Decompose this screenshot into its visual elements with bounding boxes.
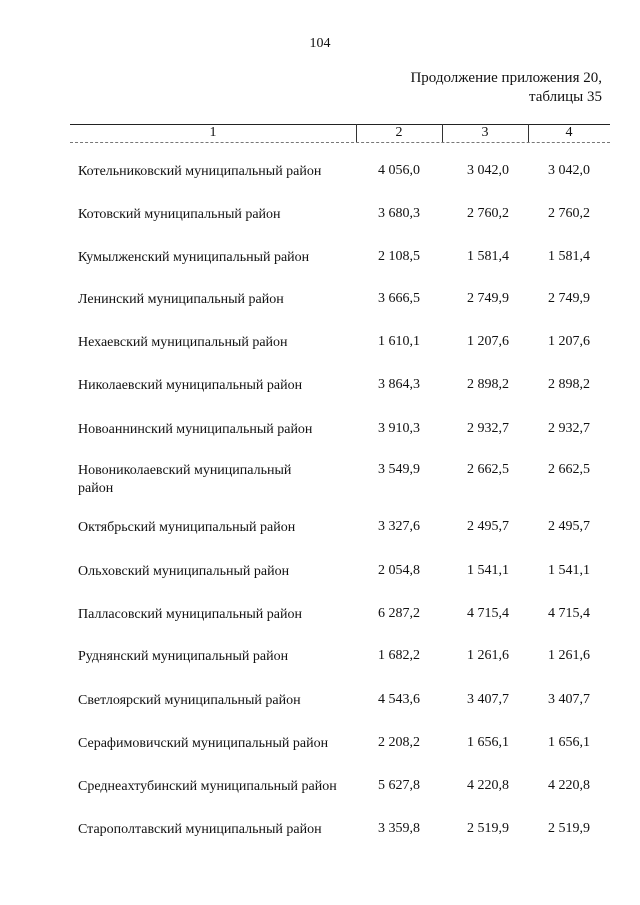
district-name: Руднянский муниципальный район: [78, 649, 289, 664]
value-column-2: 3 666,5: [378, 291, 420, 306]
value-column-4: 1 581,4: [548, 249, 590, 264]
district-name: Николаевский муниципальный район: [78, 378, 303, 393]
value-column-3: 2 519,9: [467, 821, 509, 836]
column-number-2: 2: [395, 125, 403, 140]
value-column-3: 1 261,6: [467, 648, 509, 663]
value-column-2: 3 864,3: [378, 377, 420, 392]
value-column-4: 2 932,7: [548, 421, 590, 436]
value-column-2: 1 682,2: [378, 648, 420, 663]
value-column-3: 1 207,6: [467, 334, 509, 349]
district-name: Ольховский муниципальный район: [78, 564, 290, 579]
header-bottom-rule: [70, 142, 610, 143]
value-column-4: 1 261,6: [548, 648, 590, 663]
value-column-3: 1 581,4: [467, 249, 509, 264]
district-name: Кумылженский муниципальный район: [78, 250, 310, 265]
district-name: Старополтавский муниципальный район: [78, 822, 322, 837]
value-column-4: 4 220,8: [548, 778, 590, 793]
district-name: Новониколаевский муниципальный район: [78, 463, 292, 496]
value-column-4: 2 898,2: [548, 377, 590, 392]
district-name: Светлоярский муниципальный район: [78, 693, 301, 708]
value-column-3: 2 898,2: [467, 377, 509, 392]
value-column-3: 2 749,9: [467, 291, 509, 306]
value-column-2: 1 610,1: [378, 334, 420, 349]
district-name: Котельниковский муниципальный район: [78, 164, 322, 179]
value-column-4: 4 715,4: [548, 606, 590, 621]
value-column-4: 1 207,6: [548, 334, 590, 349]
district-name: Палласовский муниципальный район: [78, 607, 302, 622]
value-column-3: 2 495,7: [467, 519, 509, 534]
value-column-3: 1 541,1: [467, 563, 509, 578]
value-column-3: 1 656,1: [467, 735, 509, 750]
value-column-4: 2 662,5: [548, 462, 590, 477]
district-name: Серафимовичский муниципальный район: [78, 736, 329, 751]
value-column-4: 1 541,1: [548, 563, 590, 578]
value-column-2: 3 680,3: [378, 206, 420, 221]
value-column-3: 3 407,7: [467, 692, 509, 707]
value-column-3: 3 042,0: [467, 163, 509, 178]
value-column-2: 2 054,8: [378, 563, 420, 578]
column-number-3: 3: [481, 125, 489, 140]
value-column-2: 5 627,8: [378, 778, 420, 793]
district-name: Среднеахтубинский муниципальный район: [78, 779, 337, 794]
district-name: Октябрьский муниципальный район: [78, 520, 296, 535]
column-number-4: 4: [565, 125, 573, 140]
continuation-line-1: Продолжение приложения 20,: [410, 70, 602, 86]
value-column-2: 2 208,2: [378, 735, 420, 750]
district-name: Ленинский муниципальный район: [78, 292, 284, 307]
value-column-4: 2 749,9: [548, 291, 590, 306]
district-name: Новоаннинский муниципальный район: [78, 422, 313, 437]
continuation-line-2: таблицы 35: [528, 89, 602, 105]
value-column-3: 2 662,5: [467, 462, 509, 477]
value-column-4: 2 519,9: [548, 821, 590, 836]
value-column-2: 3 327,6: [378, 519, 420, 534]
value-column-4: 3 042,0: [548, 163, 590, 178]
value-column-4: 1 656,1: [548, 735, 590, 750]
value-column-4: 3 407,7: [548, 692, 590, 707]
value-column-3: 4 220,8: [467, 778, 509, 793]
continuation-note: [410, 69, 602, 107]
value-column-4: 2 495,7: [548, 519, 590, 534]
value-column-2: 4 056,0: [378, 163, 420, 178]
value-column-2: 3 549,9: [378, 462, 420, 477]
value-column-2: 3 910,3: [378, 421, 420, 436]
value-column-2: 2 108,5: [378, 249, 420, 264]
value-column-2: 6 287,2: [378, 606, 420, 621]
value-column-3: 2 760,2: [467, 206, 509, 221]
column-number-1: 1: [209, 125, 217, 140]
value-column-2: 3 359,8: [378, 821, 420, 836]
district-name: Котовский муниципальный район: [78, 207, 281, 222]
district-name: Нехаевский муниципальный район: [78, 335, 288, 350]
value-column-2: 4 543,6: [378, 692, 420, 707]
page-number: 104: [309, 36, 331, 51]
value-column-3: 2 932,7: [467, 421, 509, 436]
value-column-4: 2 760,2: [548, 206, 590, 221]
value-column-3: 4 715,4: [467, 606, 509, 621]
